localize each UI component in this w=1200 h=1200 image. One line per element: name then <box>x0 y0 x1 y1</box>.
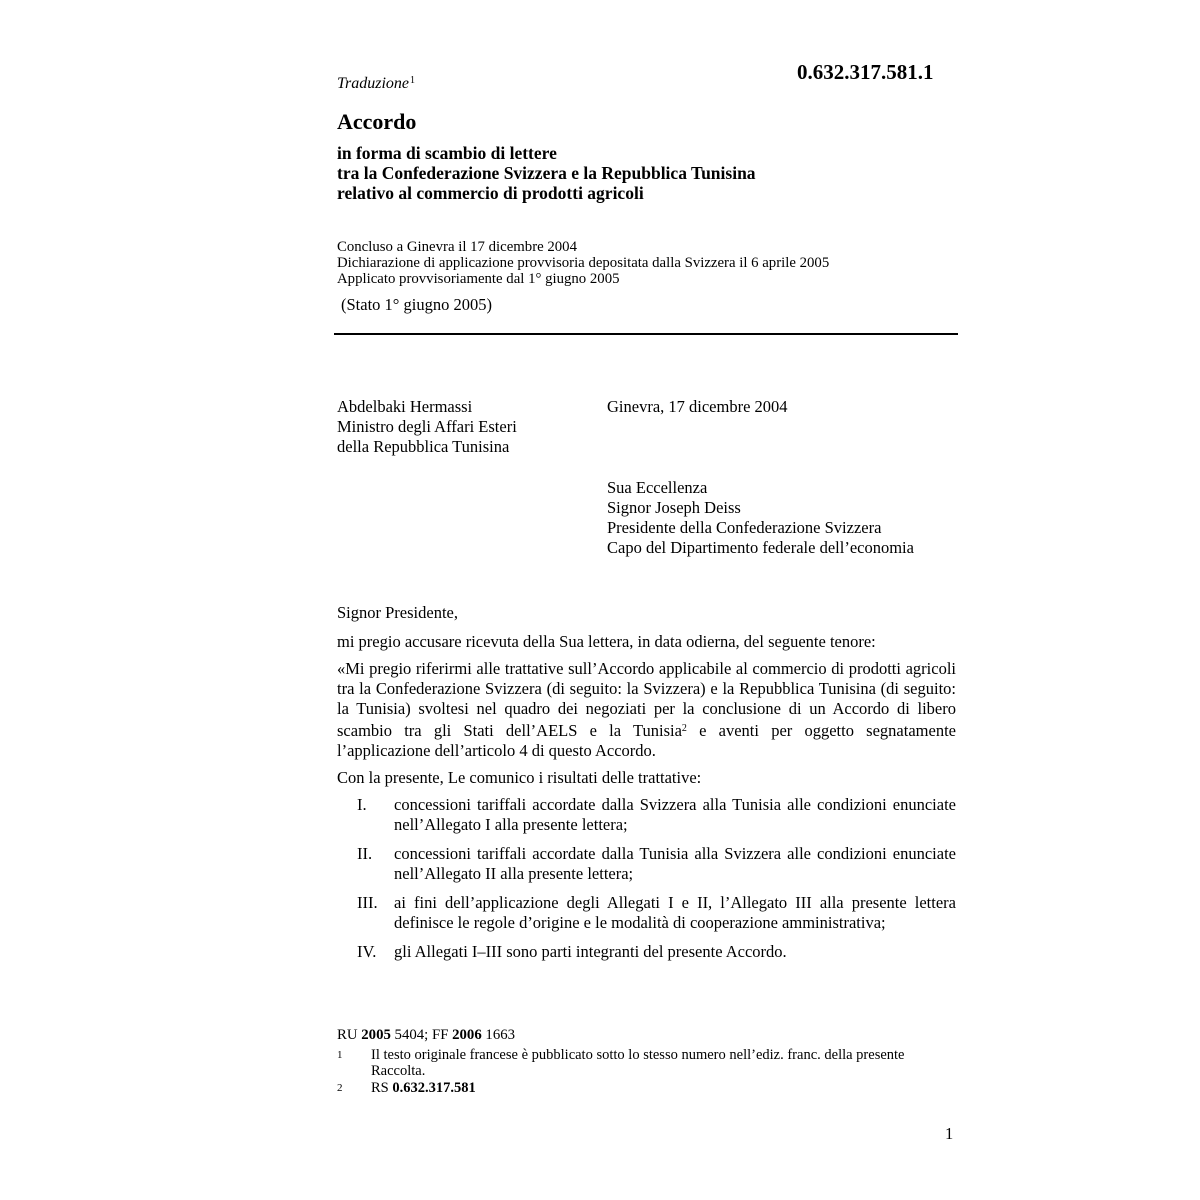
footnote-number: 2 <box>337 1082 343 1094</box>
item-number: II. <box>357 844 373 863</box>
ru-label: RU <box>337 1027 362 1043</box>
item-number: IV. <box>357 942 377 961</box>
subtitle-line: tra la Confederazione Svizzera e la Repubblica Tunisina <box>337 163 756 183</box>
subtitle-line: relativo al commercio di prodotti agricoli <box>337 183 644 203</box>
header-divider <box>334 333 958 335</box>
body-paragraph <box>337 659 956 761</box>
recipient-line: Capo del Dipartimento federale dell’economia <box>607 538 914 557</box>
item-number: I. <box>357 795 367 814</box>
footnote <box>337 1080 927 1096</box>
item-text: gli Allegati I–III sono parti integranti del presente Accordo. <box>394 942 787 961</box>
ff-page: 1663 <box>481 1027 516 1043</box>
item-text: ai fini dell’applicazione degli Allegati I e II, l’Allegato III alla presente lettera definisce le regole d’origine e le modalità di cooperazione amministrativa; <box>394 893 956 932</box>
list-item <box>337 893 956 933</box>
footnote-text: Il testo originale francese è pubblicato sotto lo stesso numero nell’ediz. franc. della presente Raccolta. <box>371 1047 905 1079</box>
item-text: concessioni tariffali accordate dalla Svizzera alla Tunisia alle condizioni enunciate nell’Allegato I alla presente lettera; <box>394 795 956 834</box>
recipient-line: Sua Eccellenza <box>607 478 708 497</box>
sender-line: della Repubblica Tunisina <box>337 437 510 456</box>
subtitle-line: in forma di scambio di lettere <box>337 143 557 163</box>
meta-line: Applicato provvisoriamente dal 1° giugno 2005 <box>337 271 620 287</box>
footnote-prefix: RS <box>371 1080 393 1096</box>
meta-line: Dichiarazione di applicazione provvisoria depositata dalla Svizzera il 6 aprile 2005 <box>337 255 830 271</box>
footnote-sr-number: 0.632.317.581 <box>392 1080 476 1096</box>
ru-year: 2005 <box>361 1027 391 1043</box>
ff-year: 2006 <box>452 1027 482 1043</box>
letter-body <box>337 603 956 971</box>
sender-line: Ministro degli Affari Esteri <box>337 417 517 436</box>
recipient-block <box>607 478 914 558</box>
translation-label: Traduzione <box>337 75 410 92</box>
document-title: Accordo <box>337 109 417 134</box>
item-number: III. <box>357 893 378 912</box>
footnote <box>337 1047 927 1079</box>
paragraph-text: «Mi pregio riferirmi alle trattative sull’Accordo applicabile al commercio di prodotti agricoli tra la Confederazione Svizzera (di seguito: la Svizzera) e la Repubblica Tunisina (di seguito: la Tunisia) svoltesi nel quadro dei negoziati per la conclusione di un Accordo di libero scambio tra gli Stati dell’AELS e la Tunisia <box>337 659 956 740</box>
greeting: Signor Presidente, <box>337 603 458 622</box>
footnote-text <box>371 1080 476 1096</box>
paragraph-text: e aventi per oggetto segnatamente l’applicazione dell’articolo 4 di questo Accordo. <box>337 721 956 760</box>
translation-note <box>337 75 415 93</box>
sender-line: Abdelbaki Hermassi <box>337 397 473 416</box>
document-subtitle <box>337 143 756 203</box>
document-number: 0.632.317.581.1 <box>797 60 934 84</box>
sender-block <box>337 397 517 457</box>
document-metadata <box>337 239 829 287</box>
letter-date: Ginevra, 17 dicembre 2004 <box>607 397 788 416</box>
official-references <box>337 1027 515 1044</box>
list-item <box>337 844 956 884</box>
body-paragraph: mi pregio accusare ricevuta della Sua lettera, in data odierna, del seguente tenore: <box>337 632 876 651</box>
status-date: (Stato 1° giugno 2005) <box>341 295 492 314</box>
meta-line: Concluso a Ginevra il 17 dicembre 2004 <box>337 239 577 255</box>
page-number: 1 <box>945 1124 954 1143</box>
recipient-line: Presidente della Confederazione Svizzera <box>607 518 882 537</box>
item-text: concessioni tariffali accordate dalla Tunisia alla Svizzera alle condizioni enunciate nell’Allegato II alla presente lettera; <box>394 844 956 883</box>
list-item <box>337 942 956 962</box>
body-paragraph: Con la presente, Le comunico i risultati delle trattative: <box>337 768 702 787</box>
recipient-line: Signor Joseph Deiss <box>607 498 741 517</box>
results-list <box>337 795 956 962</box>
footnote-ref-2: 2 <box>681 723 687 734</box>
ru-page: 5404; FF <box>390 1027 453 1043</box>
list-item <box>337 795 956 835</box>
footnote-ref-1: 1 <box>410 75 416 86</box>
footnote-number: 1 <box>337 1049 343 1061</box>
